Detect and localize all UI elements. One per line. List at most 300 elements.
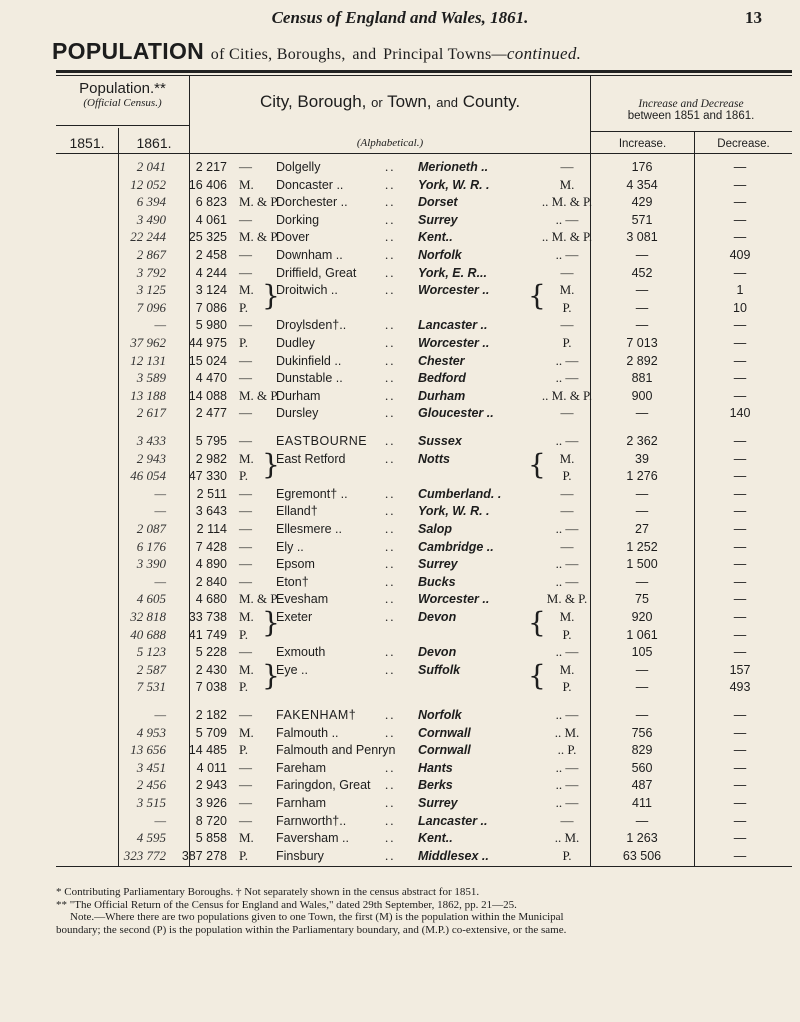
decrease-value: — <box>733 504 747 519</box>
pop-subheader-rule <box>56 125 189 126</box>
decrease-value: 1 <box>736 283 744 298</box>
pop-1851: 2 617 <box>136 405 166 421</box>
leader-dots: .. <box>385 229 396 245</box>
town-name: Dorking <box>276 212 320 227</box>
increase-value: 2 892 <box>626 353 658 368</box>
type-county: .. M. & P. <box>541 194 593 210</box>
footnote-2: ** "The Official Return of the Census for England and Wales," dated 29th September, 1862, pp. 21—25. <box>56 898 517 911</box>
county-name: Berks <box>418 778 453 793</box>
title-of: of Cities, Boroughs, <box>210 46 346 63</box>
type-marker: P. <box>239 679 249 695</box>
type-county: P. <box>562 626 572 642</box>
pop-1851: 2 087 <box>136 521 166 536</box>
type-marker: M. & P. <box>239 194 280 210</box>
footnote-4: boundary; the second (P) is the population within the Parliamentary boundary, and (M.P.) co-extensive, or the same. <box>56 923 567 936</box>
leader-dots: .. <box>385 556 396 572</box>
type-marker: — <box>239 352 252 368</box>
type-marker: M. <box>239 176 254 192</box>
increase-value: 1 061 <box>626 627 658 642</box>
county-name: Cambridge .. <box>418 539 494 554</box>
type-marker: M. <box>239 450 254 466</box>
decrease-value: — <box>733 230 747 245</box>
type-county: — <box>560 812 574 828</box>
increase-value: 452 <box>631 265 653 280</box>
pop-1851: 12 131 <box>130 352 166 368</box>
type-county: .. — <box>555 795 579 810</box>
town-name: Finsbury <box>276 848 324 863</box>
pop-1851: 13 188 <box>130 387 166 403</box>
decrease-value: — <box>733 486 747 501</box>
decrease-value: 140 <box>729 406 751 421</box>
leader-dots: .. <box>385 433 396 448</box>
pop-1861: 5 858 <box>195 831 227 846</box>
page-title <box>52 38 581 65</box>
decrease-value: 157 <box>729 662 751 677</box>
increase-value: 756 <box>631 725 653 740</box>
pop-1851: 6 176 <box>136 538 166 554</box>
increase-value: 75 <box>635 592 649 607</box>
increase-value: 881 <box>631 371 653 386</box>
county-name: Middlesex .. <box>418 848 489 863</box>
leader-dots: .. <box>385 159 396 174</box>
county-name: York, E. R... <box>418 265 488 280</box>
pop-1851: 22 244 <box>130 229 166 245</box>
town-name: Eye .. <box>276 662 308 677</box>
type-marker: M. <box>239 609 254 624</box>
table-row <box>0 450 800 468</box>
county-name: Worcester .. <box>418 336 490 350</box>
increase-value: — <box>635 662 649 677</box>
type-county: .. P. <box>557 742 577 758</box>
decrease-value: — <box>733 318 747 333</box>
county-name: Worcester .. <box>418 592 490 607</box>
town-name: Dorchester .. <box>276 195 348 210</box>
type-marker: P. <box>239 626 249 642</box>
pop-1861: 4 470 <box>195 371 227 386</box>
table-row <box>0 829 800 847</box>
table-row <box>0 193 800 211</box>
county-name: Devon <box>418 610 457 624</box>
county-name: Durham <box>418 388 466 403</box>
title-continued: —continued. <box>491 44 582 63</box>
type-county: P. <box>562 468 572 484</box>
town-label: Town, <box>387 92 432 111</box>
county-name: Kent.. <box>418 230 453 245</box>
pop-1851: 5 123 <box>136 644 166 660</box>
town-name: Epsom <box>276 557 315 572</box>
type-marker: P. <box>239 847 249 863</box>
header-bottom-rule <box>56 153 792 154</box>
table-row <box>0 706 800 724</box>
decrease-value: — <box>733 195 747 210</box>
pop-1861: 2 430 <box>195 662 227 677</box>
increase-value: 560 <box>631 760 653 775</box>
pop-1861: 44 975 <box>188 336 227 350</box>
leader-dots: .. <box>385 538 396 554</box>
table-bottom-rule <box>56 866 792 867</box>
leader-dots: .. <box>385 194 396 210</box>
county-name: Hants <box>418 760 453 775</box>
town-name: Falmouth .. <box>276 725 339 740</box>
type-county: — <box>560 264 574 280</box>
type-county: .. — <box>555 556 579 572</box>
increase-value: 176 <box>631 160 653 174</box>
increase-value: 829 <box>631 743 653 758</box>
leader-dots: .. <box>385 661 396 677</box>
county-name: Bedford <box>418 371 466 386</box>
type-marker: — <box>239 556 252 572</box>
type-marker: — <box>239 521 252 536</box>
town-name: Dover <box>276 230 310 245</box>
type-marker: — <box>239 812 252 828</box>
table-row <box>0 334 800 352</box>
type-marker: P. <box>239 742 249 758</box>
decrease-value: — <box>733 627 747 642</box>
table-row <box>0 387 800 405</box>
county-name: Cornwall <box>418 743 471 758</box>
decrease-value: — <box>733 522 747 536</box>
table-row <box>0 794 800 812</box>
county-name: Dorset <box>418 195 458 210</box>
increase-value: 1 252 <box>626 539 658 554</box>
table-row <box>0 724 800 742</box>
decrease-value: — <box>733 160 747 174</box>
county-name: Merioneth .. <box>418 160 489 174</box>
pop-1851: 37 962 <box>130 335 166 350</box>
brace-right: { <box>528 279 546 313</box>
leader-dots: .. <box>385 282 396 298</box>
type-county: — <box>560 405 574 421</box>
type-county: P. <box>562 679 572 695</box>
pop-1851: 3 433 <box>136 433 166 448</box>
header-1861: 1861. <box>136 135 172 151</box>
leader-dots: .. <box>385 387 396 403</box>
decrease-value: 10 <box>733 300 747 315</box>
header-alpha: (Alphabetical.) <box>356 137 424 149</box>
table-row <box>0 626 800 644</box>
type-county: M. <box>559 450 575 466</box>
type-county: P. <box>562 847 572 863</box>
leader-dots: .. <box>385 707 396 722</box>
town-name: Driffield, Great <box>276 265 357 280</box>
type-marker: — <box>239 485 252 501</box>
pop-1851: — <box>154 707 166 722</box>
county-name: York, W. R. . <box>418 177 490 192</box>
table-row <box>0 211 800 229</box>
town-name: Dolgelly <box>276 160 321 174</box>
pop-1861: 2 840 <box>195 574 227 589</box>
type-county: .. — <box>555 521 579 536</box>
leader-dots: .. <box>385 317 396 333</box>
pop-1861: 2 477 <box>195 406 227 421</box>
type-county: M. <box>559 609 575 624</box>
table-row <box>0 759 800 777</box>
decrease-value: — <box>733 592 747 607</box>
page-number: 13 <box>745 8 762 27</box>
increase-value: — <box>635 504 649 519</box>
leader-dots: .. <box>385 573 396 589</box>
pop-1851: 40 688 <box>130 626 166 642</box>
county-name: Bucks <box>418 574 456 589</box>
increase-value: — <box>635 300 649 315</box>
table-row <box>0 176 800 194</box>
header-decrease: Decrease. <box>717 138 770 150</box>
type-county: .. M. <box>554 724 580 740</box>
type-marker: — <box>239 759 252 775</box>
town-name: Faringdon, Great <box>276 778 371 793</box>
type-marker: P. <box>239 335 249 350</box>
increase-value: — <box>635 813 649 828</box>
pop-1851: — <box>154 812 166 828</box>
leader-dots: .. <box>385 724 396 740</box>
town-name: Downham .. <box>276 248 343 262</box>
decrease-value: — <box>733 434 747 448</box>
type-county: .. — <box>555 759 579 775</box>
table-row <box>0 281 800 299</box>
county-name: Lancaster .. <box>418 813 488 828</box>
census-note: (Official Census.) <box>83 97 162 109</box>
decrease-value: — <box>733 760 747 775</box>
pop-1861: 14 485 <box>188 743 227 758</box>
leader-dots: .. <box>385 795 396 810</box>
table-row <box>0 404 800 422</box>
running-title: Census of England and Wales, 1861. <box>271 8 529 27</box>
table-row <box>0 228 800 246</box>
increase-value: 39 <box>635 451 649 466</box>
table-row <box>0 678 800 696</box>
county-name: Devon <box>418 645 457 660</box>
town-name: Dunstable .. <box>276 371 343 386</box>
town-name: Dursley <box>276 406 319 421</box>
pop-1851: 4 605 <box>136 591 166 607</box>
type-marker: P. <box>239 299 249 315</box>
table-row <box>0 264 800 282</box>
type-county: .. M. <box>554 830 580 846</box>
pop-1861: 33 738 <box>188 610 227 624</box>
increase-value: 487 <box>631 778 653 793</box>
town-name: Eton† <box>276 574 309 589</box>
increase-value: — <box>635 248 649 262</box>
pop-1851: 4 595 <box>136 830 166 846</box>
increase-value: 63 506 <box>622 848 662 863</box>
leader-dots: .. <box>385 485 396 501</box>
pop-1851: 12 052 <box>130 176 166 192</box>
pop-1851: 2 041 <box>136 159 166 174</box>
pop-1861: 2 511 <box>196 486 227 501</box>
type-county: P. <box>562 299 572 315</box>
decrease-value: — <box>733 725 747 740</box>
pop-1861: 8 720 <box>195 813 227 828</box>
pop-1851: 4 953 <box>136 724 166 740</box>
table-row <box>0 502 800 520</box>
brace-right: { <box>528 658 546 692</box>
incdec-label: Increase and Decrease <box>638 98 744 110</box>
leader-dots: .. <box>385 247 396 262</box>
table-row <box>0 608 800 626</box>
increase-value: 429 <box>631 195 653 210</box>
type-marker: M. <box>239 661 254 677</box>
town-name: Farnham <box>276 796 327 810</box>
pop-1861: 6 823 <box>195 195 227 210</box>
decrease-value: — <box>733 388 747 403</box>
leader-dots: .. <box>385 609 396 624</box>
title-and: and <box>352 46 377 63</box>
county-name: Lancaster .. <box>418 318 488 333</box>
type-marker: — <box>239 644 252 660</box>
pop-1851: 13 656 <box>130 742 166 758</box>
table-row <box>0 246 800 264</box>
brace-left: } <box>262 606 280 639</box>
increase-value: 27 <box>635 522 649 536</box>
town-name: Droylsden†.. <box>276 318 347 333</box>
decrease-value: — <box>733 451 747 466</box>
type-marker: — <box>239 777 252 793</box>
leader-dots: .. <box>385 211 396 227</box>
pop-1861: 25 325 <box>188 230 227 245</box>
county-name: Gloucester .. <box>418 406 494 421</box>
increase-value: 7 013 <box>626 336 658 350</box>
town-name: Exmouth <box>276 645 326 660</box>
header-increase: Increase. <box>618 138 667 150</box>
title-main: POPULATION <box>52 38 205 64</box>
pop-1861: 2 458 <box>195 248 227 262</box>
pop-1861: 2 217 <box>195 160 227 174</box>
decrease-value: — <box>733 336 747 350</box>
table-row <box>0 467 800 485</box>
between-label: between 1851 and 1861. <box>627 110 755 122</box>
pop-1861: 15 024 <box>188 353 227 368</box>
table-row <box>0 590 800 608</box>
town-name: East Retford <box>276 451 346 466</box>
decrease-value: — <box>733 645 747 660</box>
footnote-3: Note.—Where there are two populations given to one Town, the first (M) is the population within the Municipal <box>70 911 564 923</box>
town-name: Durham <box>276 388 321 403</box>
type-county: .. — <box>555 433 579 448</box>
pop-1851: — <box>154 573 166 589</box>
decrease-value: — <box>733 813 747 828</box>
type-county: M. & P. <box>546 591 588 607</box>
pop-1861: 5 709 <box>195 725 227 740</box>
pop-1861: 4 061 <box>195 212 227 227</box>
county-name: Sussex <box>418 434 462 448</box>
type-marker: — <box>239 795 252 810</box>
pop-1861: 4 890 <box>195 557 227 572</box>
header-1851: 1851. <box>69 135 105 151</box>
leader-dots: .. <box>385 777 396 793</box>
table-row <box>0 538 800 556</box>
town-name: Fareham <box>276 760 327 775</box>
type-county: .. — <box>555 370 579 386</box>
town-name: Elland† <box>276 504 318 519</box>
type-marker: — <box>239 573 252 589</box>
pop-1851: 32 818 <box>130 609 166 624</box>
county-name: Cumberland. . <box>418 486 502 501</box>
pop-1861: 5 795 <box>195 434 227 448</box>
decrease-value: — <box>733 574 747 589</box>
increase-value: 900 <box>631 388 653 403</box>
type-marker: M. & P. <box>239 591 280 607</box>
table-row <box>0 573 800 591</box>
county-name: Chester <box>418 353 465 368</box>
table-row <box>0 316 800 334</box>
increase-value: 2 362 <box>626 434 658 448</box>
table-row <box>0 432 800 450</box>
increase-value: 571 <box>631 212 653 227</box>
decrease-value: — <box>733 557 747 572</box>
table-row <box>0 555 800 573</box>
town-name: Evesham <box>276 592 329 607</box>
decrease-value: — <box>733 743 747 758</box>
county-name: Surrey <box>418 557 458 572</box>
increase-value: — <box>635 406 649 421</box>
pop-1861: 47 330 <box>188 469 227 484</box>
increase-value: — <box>635 486 649 501</box>
and-label: and <box>436 95 458 110</box>
type-marker: — <box>239 538 252 554</box>
table-row <box>0 485 800 503</box>
table-row <box>0 776 800 794</box>
increase-value: 1 263 <box>626 831 658 846</box>
table-row <box>0 369 800 387</box>
type-marker: M. <box>239 282 254 298</box>
table-row <box>0 352 800 370</box>
type-county: — <box>560 503 574 519</box>
county-name: Norfolk <box>418 708 462 722</box>
pop-1851: 3 515 <box>136 795 166 810</box>
pop-1861: 4 680 <box>195 592 227 607</box>
increase-value: — <box>635 283 649 298</box>
pop-1861: 3 124 <box>195 283 227 298</box>
pop-1851: 3 589 <box>136 370 166 386</box>
town-name: Egremont† .. <box>276 486 348 501</box>
leader-dots: .. <box>385 847 396 863</box>
type-county: .. — <box>555 777 579 793</box>
brace-left: } <box>262 447 280 481</box>
decrease-value: — <box>733 610 747 624</box>
pop-1851: 2 587 <box>136 661 166 677</box>
pop-1851: 3 490 <box>136 211 166 227</box>
table-row <box>0 661 800 679</box>
city-label: City, Borough, <box>259 92 367 111</box>
leader-dots: .. <box>385 521 396 536</box>
pop-1861: 4 011 <box>196 760 227 775</box>
increase-value: 920 <box>631 610 653 624</box>
decrease-value: 409 <box>729 248 751 262</box>
leader-dots: .. <box>385 176 396 192</box>
type-county: — <box>560 485 574 501</box>
county-name: Surrey <box>418 212 458 227</box>
type-marker: M. & P. <box>239 387 280 403</box>
type-county: — <box>560 317 574 333</box>
pop-1861: 4 244 <box>195 265 227 280</box>
leader-dots: .. <box>385 812 396 828</box>
pop-1861: 2 114 <box>196 522 227 536</box>
decrease-value: — <box>733 831 747 846</box>
town-name: Doncaster .. <box>276 177 344 192</box>
decrease-value: — <box>733 539 747 554</box>
pop-1851: 3 125 <box>136 282 166 298</box>
county-name: Cornwall <box>418 725 471 740</box>
town-name: Ely .. <box>276 539 304 554</box>
pop-1861: 2 982 <box>195 451 227 466</box>
brace-right: { <box>528 606 546 639</box>
increase-value: 105 <box>631 645 653 660</box>
type-marker: — <box>239 264 252 280</box>
town-name: Dukinfield .. <box>276 353 342 368</box>
table-row <box>0 741 800 759</box>
footnotes <box>56 886 756 936</box>
decrease-value: — <box>733 848 747 863</box>
